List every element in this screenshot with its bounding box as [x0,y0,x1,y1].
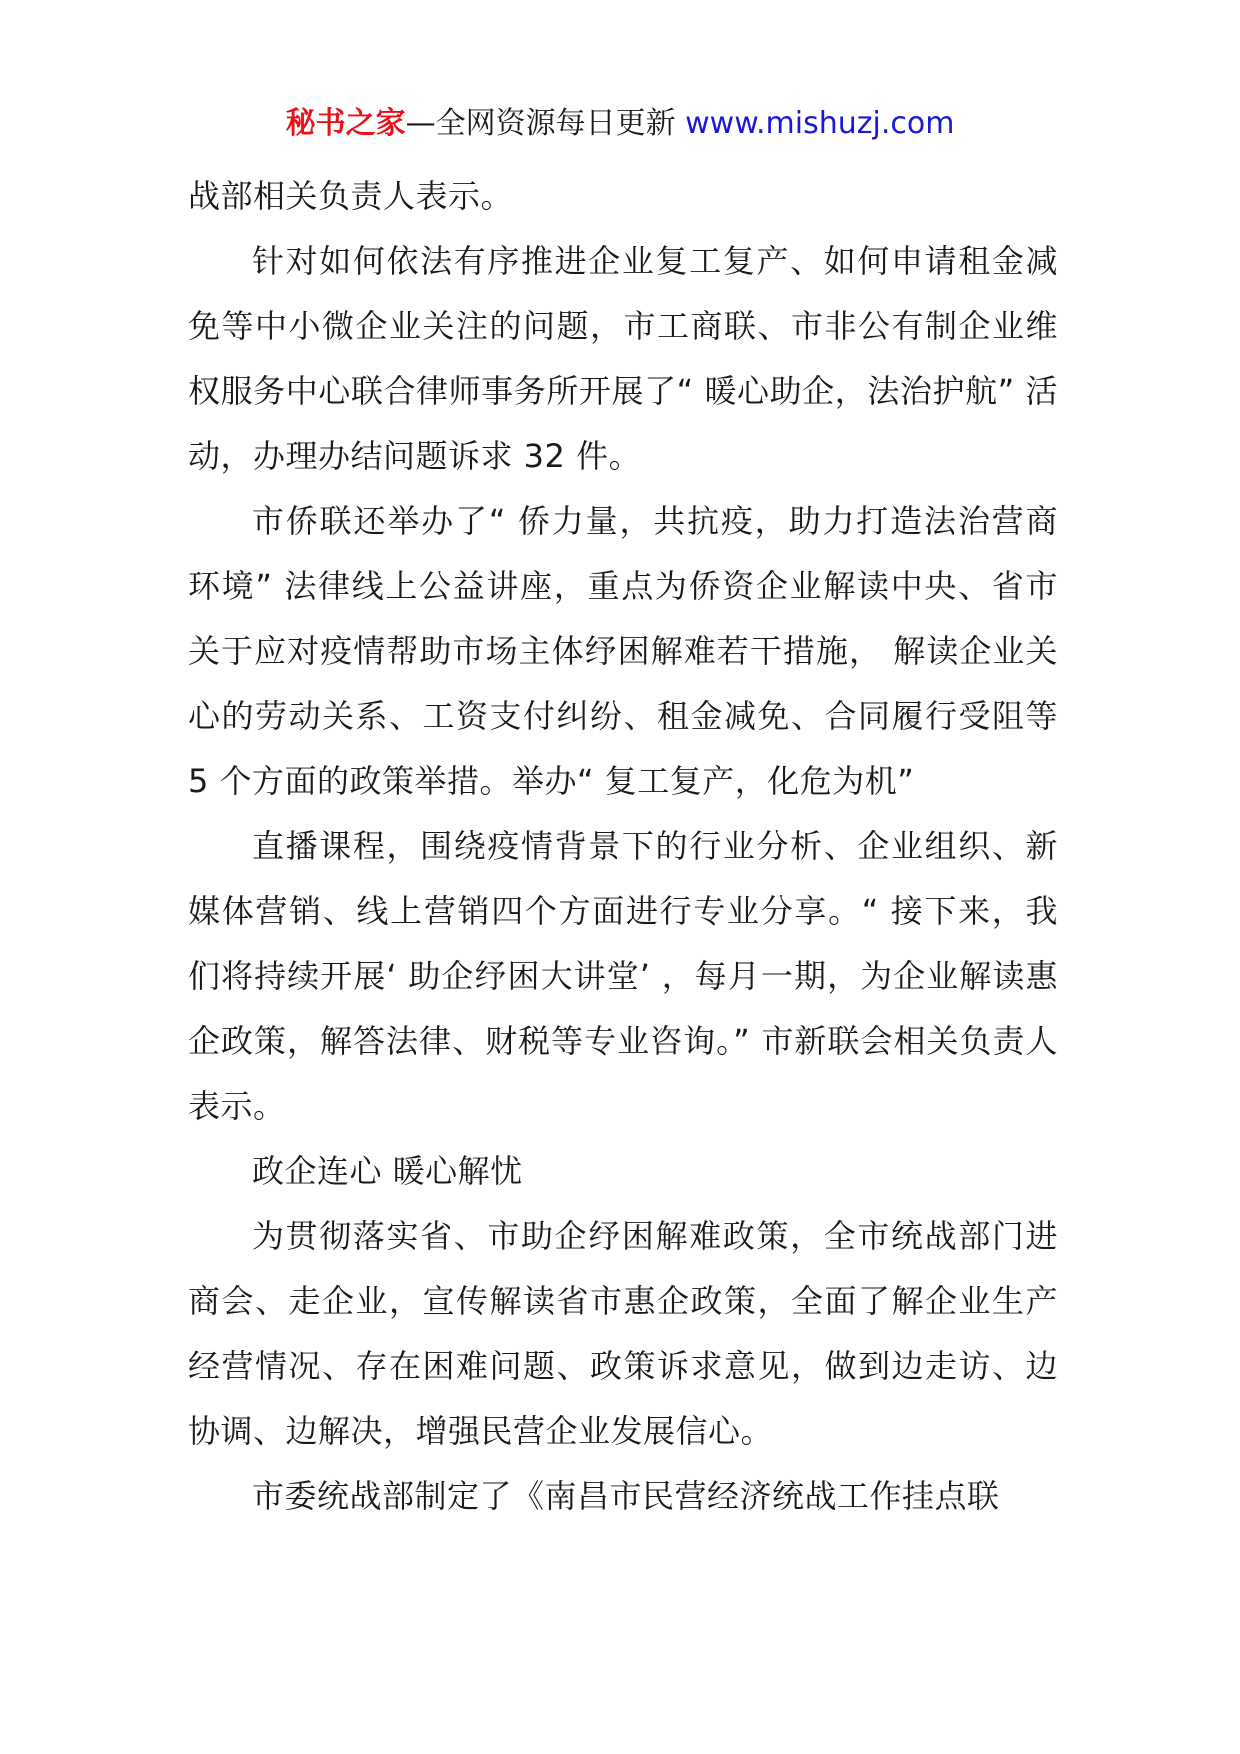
site-brand: 秘书之家 [285,106,406,141]
paragraph: 为贯彻落实省、市助企纾困解难政策，全市统战部门进商会、走企业，宣传解读省市惠企政策，全面了解企业生产经营情况、存在困难问题、政策诉求意见，做到边走访、边协调、边解决，增强民营企业发展信心。 [188,1217,1058,1450]
paragraph: 直播课程，围绕疫情背景下的行业分析、企业组织、新媒体营销、线上营销四个方面进行专业分享。“ 接下来，我们将持续开展‘ 助企纾困大讲堂’ ，每月一期，为企业解读惠企政策，解答法律、财税等专业咨询。” 市新联会相关负责人表示。 [188,827,1058,1125]
paragraph: 市委统战部制定了《南昌市民营经济统战工作挂点联 [252,1477,1000,1515]
document-body [188,164,1058,1529]
site-url-link[interactable]: www.mishuzj.com [685,106,955,141]
paragraph: 战部相关负责人表示。 [188,177,514,215]
section-heading: 政企连心 暖心解忧 [252,1152,523,1190]
page-header [0,102,1240,146]
paragraph: 针对如何依法有序推进企业复工复产、如何申请租金减免等中小微企业关注的问题，市工商联、市非公有制企业维权服务中心联合律师事务所开展了“ 暖心助企，法治护航” 活动，办理办结问题诉求 32 件。 [188,242,1058,475]
paragraph: 市侨联还举办了“ 侨力量，共抗疫，助力打造法治营商环境” 法律线上公益讲座，重点为侨资企业解读中央、省市关于应对疫情帮助市场主体纾困解难若干措施， 解读企业关心的劳动关系、工资支付纠纷、租金减免、合同履行受阻等 5 个方面的政策举措。举办“ 复工复产，化危为机” [188,502,1058,800]
site-tagline: —全网资源每日更新 [405,106,676,141]
